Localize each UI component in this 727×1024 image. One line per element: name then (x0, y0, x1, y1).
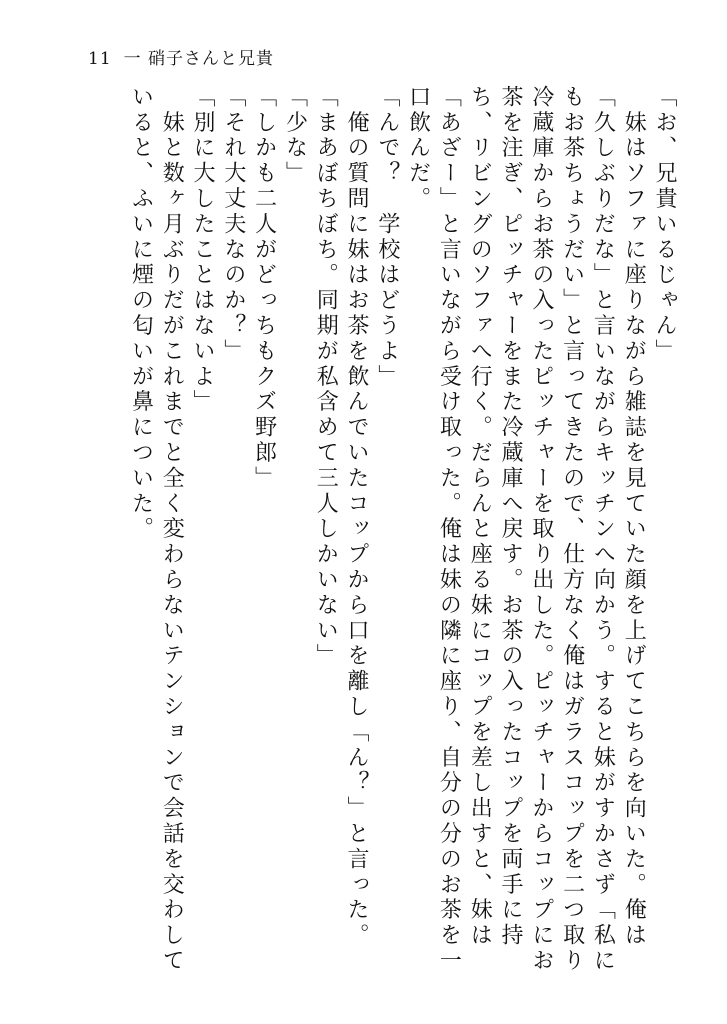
paragraph: 「別に大したことはないよ」 (190, 85, 216, 416)
paragraph: 「それ大丈夫なのか？」 (220, 85, 246, 365)
paragraph: 「まあぼちぼち。同期が私含めて三人しかいない」 (313, 85, 339, 670)
paragraph: 「んで？ 学校はどうよ」 (374, 85, 400, 390)
paragraph: 俺の質問に妹はお茶を飲んでいたコップから口を離し「ん？」と言った。 (344, 85, 370, 949)
paragraph: 「お、兄貴いるじゃん」 (652, 85, 677, 365)
chapter-title: 一 硝子さんと兄貴 (123, 49, 275, 69)
page-number: 11 (88, 49, 112, 69)
paragraph: 「しかも二人がどっちもクズ野郎」 (251, 85, 277, 492)
paragraph: 妹と数ヶ月ぶりだがこれまでと全く変わらないテンションで会話を交わしていると、ふいに煙の匂いが鼻についた。 (128, 85, 185, 974)
body-text (125, 85, 679, 985)
running-header (88, 44, 274, 69)
paragraph: 「少な」 (282, 85, 308, 187)
paragraph: 妹はソファに座りながら雑誌を見ていた顔を上げてこちらを向いた。俺は「久しぶりだな」と言いながらキッチンへ向かう。すると妹がすかさず「私にもお茶ちょうだい」と言ってきたので、仕方なく俺はガラスコップを二つ取り冷蔵庫からお茶の入ったピッチャーを取り出した。ピッチャーからコップにお茶を注ぎ、ピッチャーをまた冷蔵庫へ戻す。お茶の入ったコップを両手に持ち、リビングのソファへ行く。だらんと座る妹にコップを差し出すと、妹は「あざー」と言いながら受け取った。俺は妹の隣に座り、自分の分のお茶を一口飲んだ。 (405, 85, 647, 974)
